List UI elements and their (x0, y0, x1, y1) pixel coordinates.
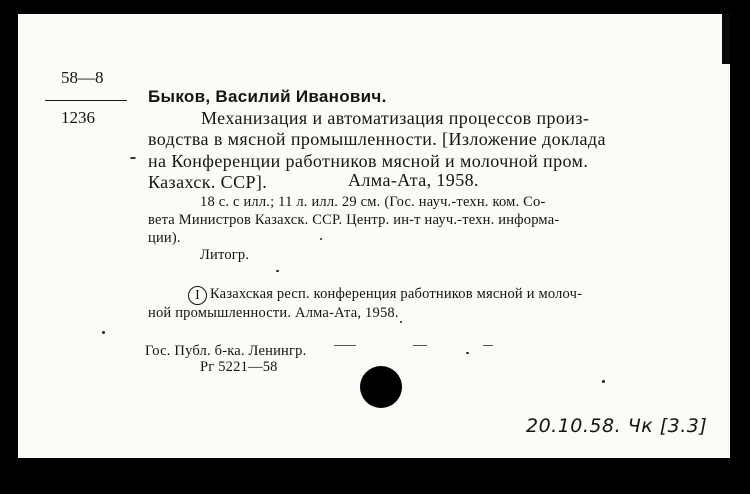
ink-speck (102, 331, 105, 334)
collation-line-2: вета Министров Казахск. ССР. Центр. ин-т науч.-техн. информа- (148, 212, 560, 228)
call-number: Рг 5221—58 (200, 359, 278, 375)
ink-speck (276, 270, 279, 272)
ink-streak (483, 345, 493, 346)
punch-hole (360, 366, 402, 408)
ink-speck (400, 321, 402, 323)
tracing-line-1 (188, 286, 582, 305)
ink-speck (466, 352, 469, 354)
ink-streak (413, 345, 427, 346)
title-line-3: на Конференции работников мясной и молочной пром. (148, 151, 589, 171)
catalog-card (18, 14, 730, 458)
title-line-4: Казахск. ССР]. (148, 172, 268, 192)
ink-speck (130, 157, 136, 159)
class-number-top: 58—8 (61, 68, 104, 87)
collation-line-3: ции). (148, 230, 181, 246)
ink-speck (602, 380, 605, 383)
handwritten-note: 20.10.58. Чк [3.3] (526, 415, 708, 437)
title-line-1: Механизация и автоматизация процессов произ- (201, 108, 590, 128)
author-heading: Быков, Василий Иванович. (148, 87, 387, 106)
title-line-2: водства в мясной промышленности. [Изложение доклада (148, 129, 606, 149)
collation-line-1: 18 с. с илл.; 11 л. илл. 29 см. (Гос. науч.-техн. ком. Со- (200, 194, 546, 210)
class-number-divider (45, 100, 127, 101)
tracing-line-2: ной промышленности. Алма-Ата, 1958. (148, 305, 399, 321)
note-lithograph: Литогр. (200, 247, 250, 263)
class-number-bottom: 1236 (61, 108, 95, 127)
imprint-place-year: Алма-Ата, 1958. (348, 170, 479, 190)
tracing-line-1-text: Казахская респ. конференция работников мясной и молоч- (210, 286, 583, 302)
card-edge-mark (722, 14, 730, 64)
ink-speck (320, 238, 322, 240)
tracing-number-circle: I (188, 286, 207, 305)
library-name: Гос. Публ. б-ка. Ленингр. (145, 343, 307, 359)
ink-streak (334, 345, 356, 346)
